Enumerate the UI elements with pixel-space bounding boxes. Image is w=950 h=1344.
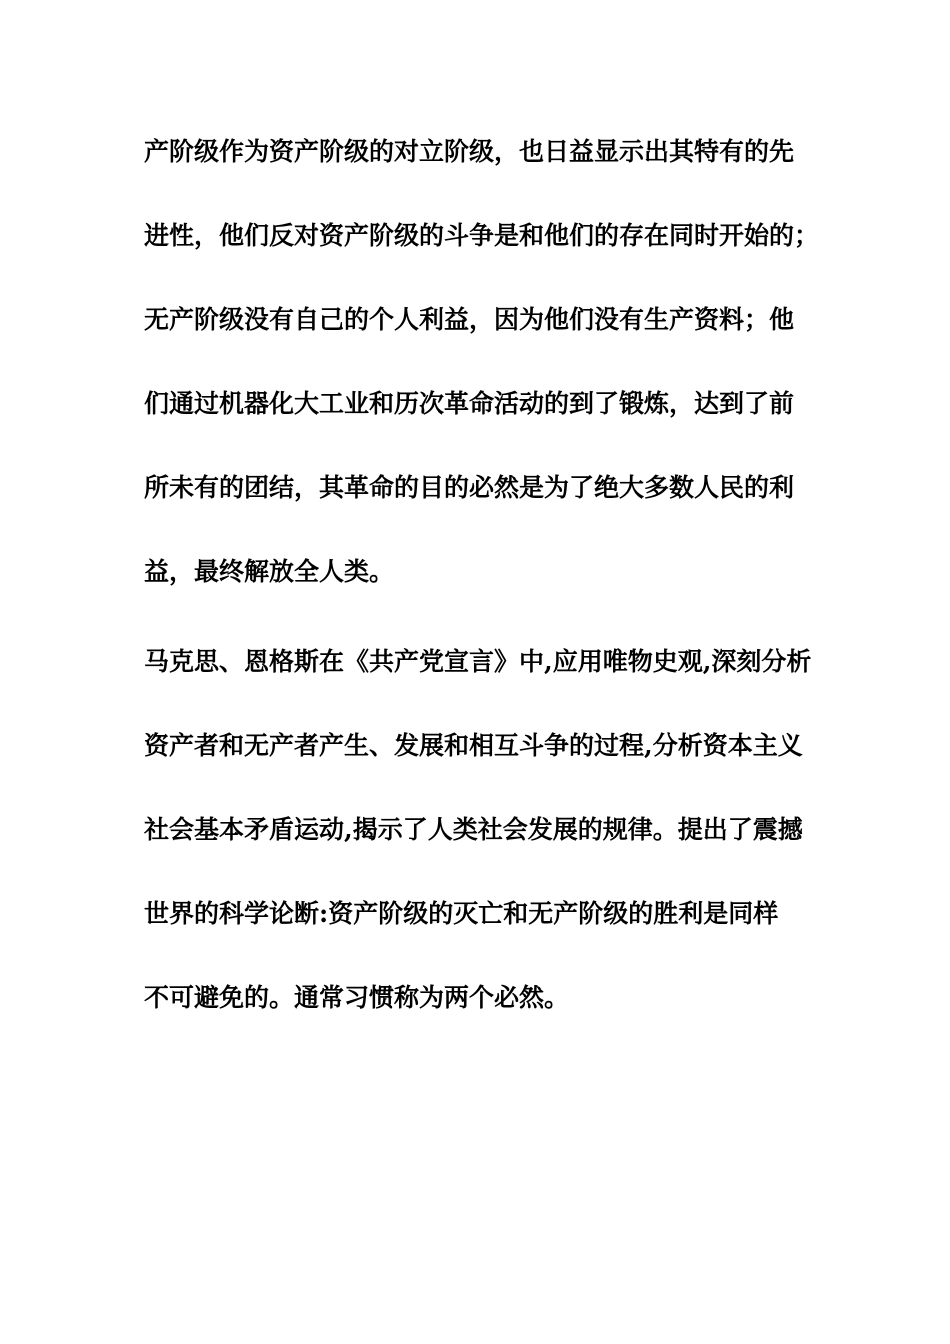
text-line: 资产者和无产者产生、发展和相互斗争的过程,分析资本主义 [144, 731, 803, 760]
text-line: 社会基本矛盾运动,揭示了人类社会发展的规律。提出了震撼 [144, 815, 803, 844]
text-line: 马克思、恩格斯在《共产党宣言》中,应用唯物史观,深刻分析 [144, 647, 812, 676]
text-line: 所未有的团结，其革命的目的必然是为了绝大多数人民的利 [144, 473, 795, 502]
text-line: 益，最终解放全人类。 [144, 557, 395, 586]
text-line: 进性，他们反对资产阶级的斗争是和他们的存在同时开始的； [144, 221, 820, 250]
paragraph-proletariat [144, 110, 824, 614]
text-line: 无产阶级没有自己的个人利益，因为他们没有生产资料；他 [144, 305, 795, 334]
text-line: 产阶级作为资产阶级的对立阶级，也日益显示出其特有的先 [144, 137, 795, 166]
text-line: 们通过机器化大工业和历次革命活动的到了锻炼，达到了前 [144, 389, 795, 418]
text-line: 世界的科学论断:资产阶级的灭亡和无产阶级的胜利是同样 [144, 899, 779, 928]
paragraph-manifesto [144, 620, 824, 1040]
text-line: 不可避免的。通常习惯称为两个必然。 [144, 983, 570, 1012]
